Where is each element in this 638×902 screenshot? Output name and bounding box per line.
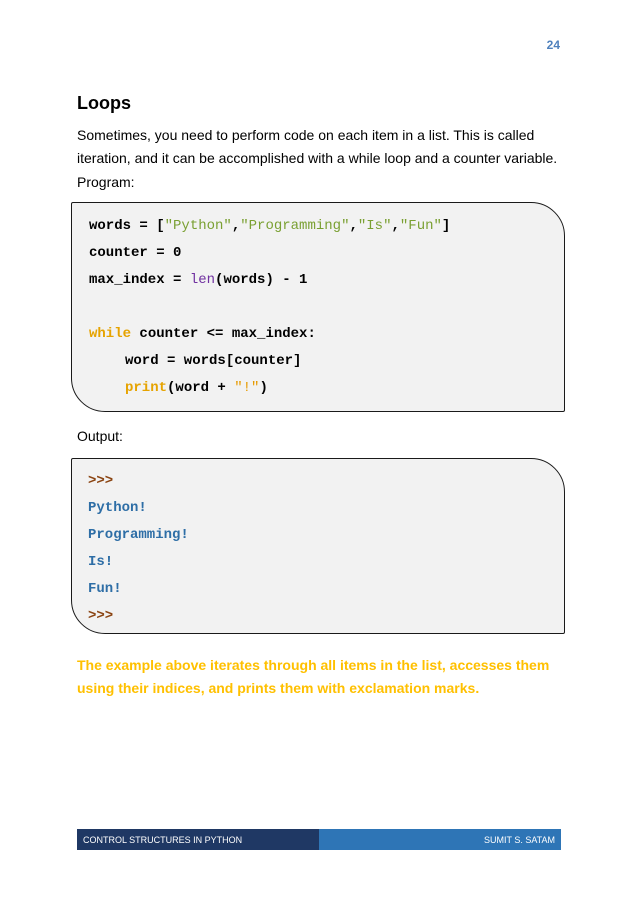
code-string: "Python" <box>164 218 232 234</box>
output-line: Is! <box>88 554 114 570</box>
footer-title: CONTROL STRUCTURES IN PYTHON <box>77 829 319 850</box>
code-string: "Programming" <box>240 218 350 234</box>
code-builtin: len <box>189 272 216 288</box>
code-text: ] <box>441 218 451 234</box>
code-text: words = [ <box>89 218 165 234</box>
code-text: , <box>349 218 358 234</box>
code-line-3 <box>89 267 564 294</box>
code-keyword: while <box>89 326 132 342</box>
code-text: , <box>391 218 400 234</box>
code-string: "!" <box>234 380 260 396</box>
output-line: Fun! <box>88 581 122 597</box>
code-line-2: counter = 0 <box>89 245 182 261</box>
program-code-block <box>71 202 565 412</box>
code-string: "Is" <box>357 218 392 234</box>
page-number: 24 <box>546 38 560 52</box>
code-text: max_index = <box>89 272 190 288</box>
code-text: ) <box>259 380 268 396</box>
code-text: counter <= max_index: <box>131 326 316 342</box>
code-string: "Fun" <box>399 218 442 234</box>
intro-paragraph: Sometimes, you need to perform code on each item in a list. This is called iteration, and it can be accomplished with a while loop and a counter variable. <box>77 127 558 166</box>
code-text: (word + <box>167 380 235 396</box>
output-block <box>71 458 565 634</box>
code-line-6: word = words[counter] <box>125 353 302 369</box>
footer-author: SUMIT S. SATAM <box>319 829 561 850</box>
explanation-note: The example above iterates through all items in the list, accesses them using their indices, and prints them with exclamation marks. <box>77 657 550 696</box>
code-text: , <box>231 218 241 234</box>
code-text: (words) - 1 <box>215 272 308 288</box>
output-line: Python! <box>88 500 147 516</box>
page-footer <box>77 829 561 850</box>
code-line-blank <box>89 294 564 321</box>
code-line-5 <box>89 321 564 348</box>
code-line-7 <box>89 375 564 402</box>
output-prompt: >>> <box>88 608 114 624</box>
code-line-1 <box>89 213 564 240</box>
program-label: Program: <box>77 174 135 190</box>
section-heading: Loops <box>77 93 131 113</box>
output-line: Programming! <box>88 527 189 543</box>
code-builtin: print <box>125 380 168 396</box>
output-label: Output: <box>77 428 123 444</box>
output-prompt: >>> <box>88 473 114 489</box>
